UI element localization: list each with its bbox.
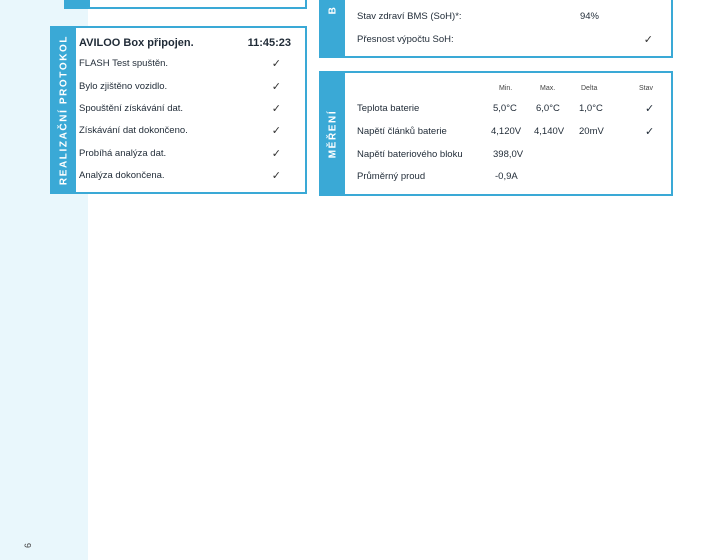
check-icon: ✓	[645, 103, 655, 115]
protocol-row-label: Bylo zjištěno vozidlo.	[79, 81, 168, 92]
protocol-header-label: AVILOO Box připojen.	[79, 37, 194, 49]
measure-side-label: MĚŘENÍ	[327, 109, 339, 158]
header-min: Min.	[499, 85, 513, 92]
check-icon: ✓	[271, 148, 281, 160]
check-icon: ✓	[271, 170, 281, 182]
measure-row-min: 398,0V	[493, 149, 524, 160]
measure-row-min: 4,120V	[491, 126, 522, 137]
measure-row-label: Napětí bateriového bloku	[357, 149, 463, 160]
protocol-row	[79, 147, 293, 161]
page-number: 6	[23, 542, 33, 548]
protocol-row	[79, 102, 293, 116]
clipped-panel-top	[64, 0, 307, 9]
bms-side-bar	[321, 0, 345, 56]
measure-row-label: Teplota baterie	[357, 103, 420, 114]
protocol-side-label: REALIZAČNÍ PROTOKOL	[58, 34, 70, 186]
protocol-row	[79, 80, 293, 94]
check-icon: ✓	[271, 125, 281, 137]
measure-row-max: 6,0°C	[536, 103, 560, 114]
protocol-row	[79, 57, 293, 71]
protocol-panel	[50, 26, 307, 194]
measure-panel	[319, 71, 673, 196]
check-icon: ✓	[271, 81, 281, 93]
header-delta: Delta	[581, 85, 598, 92]
bms-side-label: B	[327, 5, 339, 15]
protocol-row-label: FLASH Test spuštěn.	[79, 58, 169, 69]
protocol-side-bar	[52, 28, 76, 192]
measure-row-label: Průměrný proud	[357, 171, 426, 182]
check-icon: ✓	[271, 103, 281, 115]
measure-row-delta: 1,0°C	[579, 103, 603, 114]
check-icon: ✓	[271, 58, 281, 70]
header-status: Stav	[639, 85, 654, 92]
check-icon: ✓	[643, 34, 653, 46]
measure-row-label: Napětí článků baterie	[357, 126, 447, 137]
protocol-row-label: Probíhá analýza dat.	[79, 148, 167, 159]
protocol-header-time: 11:45:23	[247, 37, 291, 49]
protocol-row-label: Spouštění získávání dat.	[79, 103, 184, 114]
measure-side-bar	[321, 73, 345, 194]
header-max: Max.	[540, 85, 556, 92]
check-icon: ✓	[645, 126, 655, 138]
measure-row-delta: 20mV	[579, 126, 604, 137]
protocol-row	[79, 169, 293, 183]
measure-row-max: 4,140V	[534, 126, 565, 137]
bms-row-value: 94%	[579, 11, 599, 22]
bms-row	[357, 10, 659, 24]
bms-row	[357, 33, 659, 47]
measure-row-min: 5,0°C	[493, 103, 517, 114]
protocol-row	[79, 124, 293, 138]
protocol-header	[79, 36, 293, 50]
measure-row-min: -0,9A	[495, 171, 518, 182]
protocol-row-label: Získávání dat dokončeno.	[79, 125, 188, 136]
bms-row-label: Přesnost výpočtu SoH:	[357, 34, 454, 45]
protocol-row-label: Analýza dokončena.	[79, 170, 165, 181]
bms-row-label: Stav zdraví BMS (SoH)*:	[357, 11, 462, 22]
bms-panel	[319, 0, 673, 58]
